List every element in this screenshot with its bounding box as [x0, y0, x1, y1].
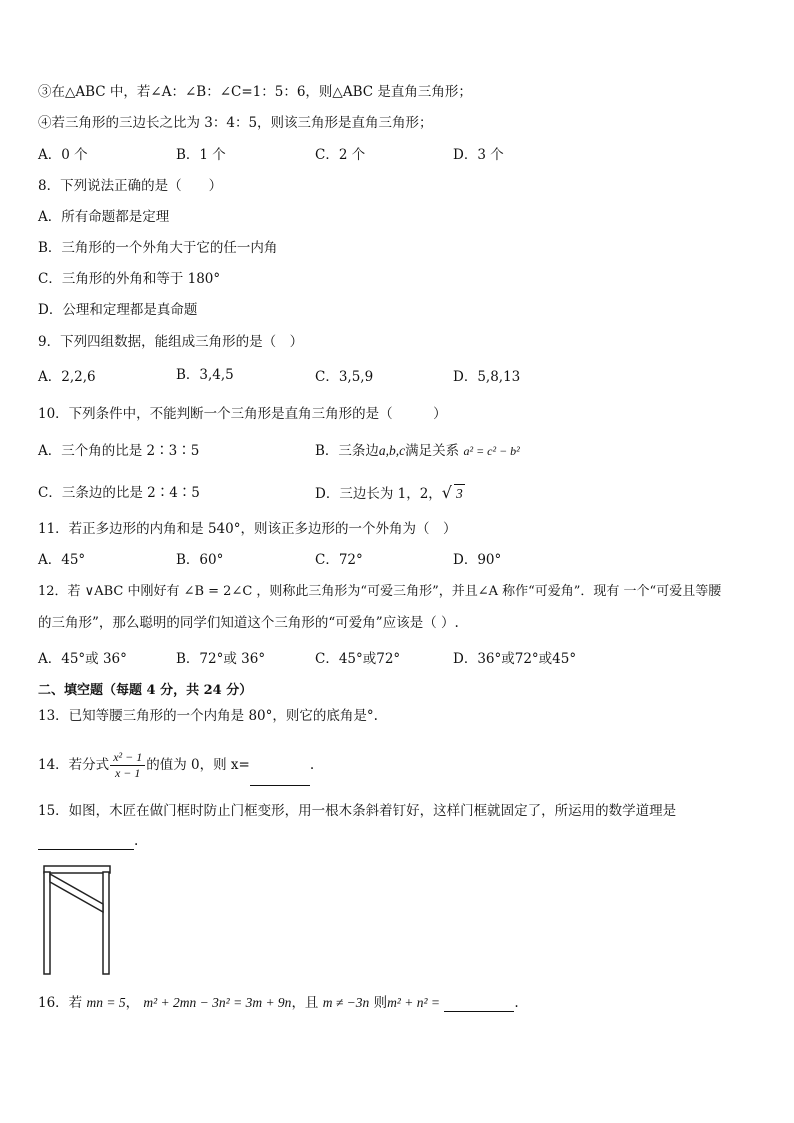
q8-option-b: B．三角形的一个外角大于它的任一内角 [38, 240, 278, 256]
q14-answer-blank[interactable] [250, 771, 310, 786]
q7-option-c: C．2 个 [315, 147, 366, 163]
q10-option-b [315, 442, 520, 460]
q15-answer-blank[interactable] [38, 835, 134, 850]
q14-denominator: x − 1 [114, 766, 141, 780]
frame-top-bar [44, 866, 110, 873]
q10-b-vars: a,b,c [378, 443, 406, 458]
q8-option-c: C．三角形的外角和等于 180° [38, 271, 221, 287]
q14-suffix: 的值为 0，则 x= [146, 757, 250, 773]
q10-option-c: C．三条边的比是 2∶4∶5 [38, 485, 200, 501]
q14-prefix: 14．若分式 [38, 757, 110, 773]
q9-stem: 9．下列四组数据，能组成三角形的是（ ） [38, 334, 304, 350]
q15-answer-line [38, 832, 138, 850]
q14-fraction [110, 750, 145, 781]
q10-d-root: 3 [456, 486, 463, 501]
q10-b-formula: a² = c² − b² [463, 444, 520, 458]
q14-numerator: x² − 1 [110, 750, 145, 766]
q10-b-mid: 满足关系 [405, 443, 460, 459]
q9-option-a: A．2,2,6 [38, 369, 96, 385]
q16-eq1: mn = 5 [86, 995, 126, 1010]
q12-stem-line1: 12．若 ∨ABC 中刚好有 ∠B = 2∠C ，则称此三角形为“可爱三角形”，并且∠A 称作“可爱角”．现有 一个“可爱且等腰 [38, 584, 722, 599]
q11-option-c: C．72° [315, 552, 363, 568]
sqrt-sign-icon: √ [441, 483, 452, 502]
statement-3: ③在△ABC 中，若∠A：∠B：∠C=1：5：6，则△ABC 是直角三角形； [38, 84, 472, 100]
q12-option-d: D．36°或72°或45° [453, 651, 577, 667]
frame-left-post [44, 872, 50, 974]
q7-option-d: D．3 个 [453, 147, 504, 163]
q10-b-prefix: B．三条边 [315, 443, 379, 459]
q13-stem: 13．已知等腰三角形的一个内角是 80°，则它的底角是°. [38, 708, 378, 724]
q9-option-d: D．5,8,13 [453, 369, 521, 385]
q7-option-b: B．1 个 [176, 147, 226, 163]
q8-option-a: A．所有命题都是定理 [38, 209, 170, 225]
q16-prefix: 16．若 [38, 995, 83, 1011]
q14-stem [38, 744, 314, 786]
q14-end: . [309, 757, 315, 773]
q16-mid2: 则 [373, 995, 388, 1011]
statement-4: ④若三角形的三边长之比为 3：4：5，则该三角形是直角三角形； [38, 115, 433, 131]
frame-right-post [103, 872, 109, 974]
q16-answer-blank[interactable] [444, 997, 514, 1012]
q16-eq2: m² + 2mn − 3n² = 3m + 9n [143, 995, 292, 1010]
q11-option-b: B．60° [176, 552, 224, 568]
q9-option-c: C．3,5,9 [315, 369, 374, 385]
q16-sep: ， [125, 995, 140, 1011]
q10-option-a: A．三个角的比是 2∶3∶5 [38, 443, 200, 459]
q12-option-c: C．45°或72° [315, 651, 401, 667]
q8-stem: 8．下列说法正确的是（ ） [38, 178, 223, 194]
q10-option-d [315, 484, 465, 503]
q12-option-b: B．72°或 36° [176, 651, 266, 667]
section-2-heading: 二、填空题（每题 4 分，共 24 分） [38, 683, 253, 698]
q16-mid: ，且 [291, 995, 319, 1011]
q15-end: . [134, 833, 139, 849]
q9-option-b: B．3,4,5 [176, 367, 234, 383]
diagonal-brace [50, 874, 103, 912]
q11-option-d: D．90° [453, 552, 502, 568]
q16-eq4: m² + n² = [387, 995, 441, 1010]
q10-stem: 10．下列条件中，不能判断一个三角形是直角三角形的是（ ） [38, 406, 447, 422]
q11-stem: 11．若正多边形的内角和是 540°，则该正多边形的一个外角为（ ） [38, 521, 457, 537]
q15-stem: 15．如图，木匠在做门框时防止门框变形，用一根木条斜着钉好，这样门框就固定了，所运用的数学道理是 [38, 803, 677, 819]
q12-stem-line2: 的三角形”，那么聪明的同学们知道这个三角形的“可爱角”应该是（ ）. [38, 615, 459, 631]
q8-option-d: D．公理和定理都是真命题 [38, 302, 198, 318]
q11-option-a: A．45° [38, 552, 86, 568]
door-frame-figure [40, 862, 112, 976]
q16-eq3: m ≠ −3n [322, 995, 370, 1010]
q16-stem [38, 994, 519, 1012]
q12-option-a: A．45°或 36° [38, 651, 127, 667]
q10-d-prefix: D．三边长为 1，2， [315, 486, 442, 502]
q16-end: . [514, 995, 519, 1011]
q7-option-a: A．0 个 [38, 147, 88, 163]
